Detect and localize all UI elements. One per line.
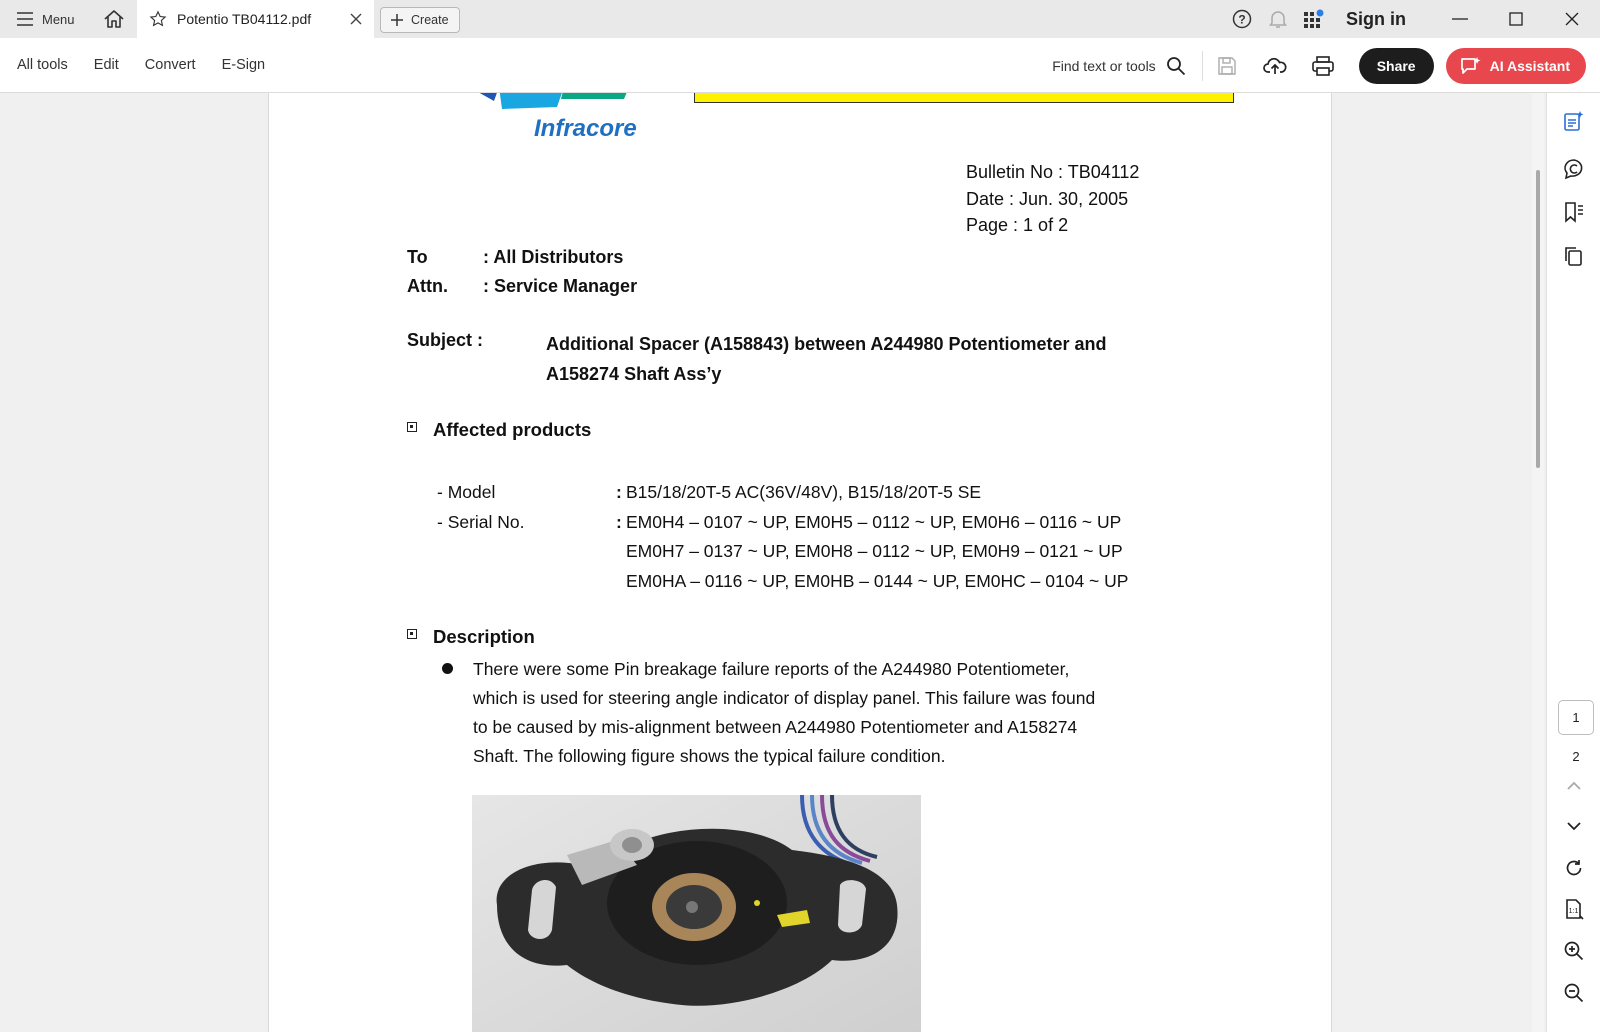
svg-text:1:1: 1:1 [1568, 908, 1579, 915]
model-value: B15/18/20T-5 AC(36V/48V), B15/18/20T-5 SE [626, 482, 982, 502]
search-icon [1166, 56, 1186, 76]
description-text [473, 655, 1193, 771]
zoom-out-icon [1564, 983, 1584, 1003]
logo-shapes-graphic [469, 93, 639, 117]
share-button[interactable]: Share [1359, 48, 1434, 84]
plus-icon [391, 14, 403, 26]
serial-line-3: EM0HA – 0116 ~ UP, EM0HB – 0144 ~ UP, EM0HC – 0104 ~ UP [626, 570, 1129, 591]
comment-icon [1563, 158, 1585, 180]
chevron-up-icon [1567, 781, 1581, 791]
ai-assistant-button[interactable] [1446, 48, 1586, 84]
document-viewport[interactable] [0, 93, 1532, 1032]
attn-value: : Service Manager [483, 276, 638, 296]
home-icon [103, 9, 125, 29]
next-page-button[interactable] [1547, 808, 1600, 844]
affected-products-heading [407, 419, 591, 441]
apps-button[interactable] [1296, 0, 1332, 38]
tab-title: Potentio TB04112.pdf [177, 11, 312, 27]
star-icon[interactable] [149, 10, 167, 28]
page-thumb-2[interactable]: 2 [1572, 748, 1580, 764]
previous-page-button[interactable] [1547, 768, 1600, 804]
affected-labels [437, 478, 525, 537]
upload-cloud-button[interactable] [1251, 38, 1299, 93]
convert-link[interactable]: Convert [144, 57, 196, 73]
pdf-page [268, 93, 1332, 1032]
logo-text: Infracore [534, 115, 637, 142]
edit-link[interactable]: Edit [93, 57, 119, 73]
subject-text [546, 330, 1196, 389]
description-line-4: Shaft. The following figure shows the typical failure condition. [473, 746, 946, 766]
comments-panel-button[interactable] [1547, 151, 1600, 187]
help-icon [1232, 9, 1252, 29]
minimize-icon [1452, 18, 1468, 20]
section-square-icon [407, 629, 417, 639]
subject-line-1: Additional Spacer (A158843) between A244980 Potentiometer and [546, 334, 1107, 354]
serial-colon: : [616, 511, 622, 532]
all-tools-link[interactable]: All tools [17, 57, 68, 73]
notifications-button[interactable] [1260, 0, 1296, 38]
menu-button[interactable] [0, 0, 91, 38]
bullet-dot-icon [442, 663, 453, 674]
to-value: : All Distributors [483, 247, 624, 267]
description-heading [407, 626, 535, 648]
sign-in-button[interactable]: Sign in [1346, 8, 1406, 29]
description-line-2: which is used for steering angle indicator of display panel. This failure was found [473, 688, 1096, 708]
potentiometer-photo [472, 795, 921, 1032]
maximize-icon [1509, 12, 1523, 26]
esign-link[interactable]: E-Sign [221, 57, 266, 73]
close-tab-icon[interactable] [350, 13, 362, 25]
bulletin-number: Bulletin No : TB04112 [966, 162, 1140, 182]
section-square-icon [407, 422, 417, 432]
header-highlight-bar [694, 93, 1234, 103]
maximize-button[interactable] [1488, 0, 1544, 38]
scrollbar-thumb[interactable] [1536, 170, 1540, 468]
title-bar [0, 0, 1600, 38]
close-window-button[interactable] [1544, 0, 1600, 38]
pages-panel-button[interactable] [1547, 238, 1600, 274]
ai-assistant-label: AI Assistant [1489, 57, 1570, 74]
apps-grid-icon [1303, 9, 1325, 29]
title-right-controls [1224, 0, 1600, 38]
model-label: - Model [437, 482, 496, 502]
serial-line-1: EM0H4 – 0107 ~ UP, EM0H5 – 0112 ~ UP, EM0H6 – 0116 ~ UP [626, 511, 1122, 532]
right-side-panel [1546, 93, 1600, 1032]
subject-label: Subject : [407, 330, 484, 350]
subject-line-2: A158274 Shaft Ass’y [546, 363, 722, 384]
page-thumb-1[interactable]: 1 [1558, 700, 1594, 735]
to-label: To [407, 247, 428, 267]
print-button[interactable] [1299, 38, 1347, 93]
ai-assistant-icon [1460, 56, 1482, 76]
serial-line-2: EM0H7 – 0137 ~ UP, EM0H8 – 0112 ~ UP, EM0H9 – 0121 ~ UP [626, 541, 1123, 561]
find-label: Find text or tools [1052, 57, 1156, 74]
bulletin-info [966, 159, 1139, 239]
main-toolbar [0, 38, 1600, 93]
chevron-down-icon [1567, 821, 1581, 831]
zoom-in-icon [1564, 941, 1584, 961]
cloud-upload-icon [1263, 56, 1287, 76]
affected-colons [616, 478, 622, 537]
page-fit-icon [1563, 898, 1585, 920]
svg-text:?: ? [1238, 12, 1246, 27]
description-line-1: There were some Pin breakage failure reports of the A244980 Potentiometer, [473, 659, 1070, 679]
save-button[interactable] [1203, 38, 1251, 93]
edit-pdf-panel-button[interactable] [1547, 103, 1600, 139]
help-button[interactable] [1224, 0, 1260, 38]
refresh-button[interactable] [1547, 850, 1600, 886]
copy-pages-icon [1563, 245, 1585, 267]
bulletin-date: Date : Jun. 30, 2005 [966, 188, 1129, 209]
save-icon [1217, 56, 1237, 76]
page-size-button[interactable] [1547, 891, 1600, 927]
vertical-scrollbar[interactable] [1532, 93, 1544, 1032]
bookmarks-panel-button[interactable] [1547, 194, 1600, 230]
zoom-out-button[interactable] [1547, 975, 1600, 1011]
create-label: Create [411, 13, 449, 27]
create-button[interactable] [380, 7, 460, 33]
toolbar-right [1052, 38, 1586, 93]
bell-icon [1269, 9, 1287, 29]
bookmark-icon [1563, 201, 1585, 223]
home-button[interactable] [91, 0, 137, 38]
menu-label: Menu [42, 11, 75, 27]
attn-label: Attn. [407, 276, 448, 296]
model-colon: : [616, 482, 622, 502]
affected-heading-text: Affected products [433, 419, 592, 440]
bulletin-page: Page : 1 of 2 [966, 215, 1069, 235]
document-tab[interactable] [137, 0, 374, 38]
recipient-block [407, 243, 637, 301]
edit-document-icon [1563, 110, 1585, 132]
description-line-3: to be caused by mis-alignment between A244980 Potentiometer and A158274 [473, 717, 1078, 737]
find-tools-button[interactable] [1052, 51, 1203, 81]
zoom-in-button[interactable] [1547, 933, 1600, 969]
printer-icon [1312, 56, 1334, 76]
refresh-icon [1564, 858, 1584, 878]
close-icon [1565, 12, 1579, 26]
hamburger-icon [16, 12, 34, 26]
affected-values [626, 478, 1128, 596]
minimize-button[interactable] [1432, 0, 1488, 38]
serial-label: - Serial No. [437, 511, 525, 532]
description-heading-text: Description [433, 626, 535, 647]
